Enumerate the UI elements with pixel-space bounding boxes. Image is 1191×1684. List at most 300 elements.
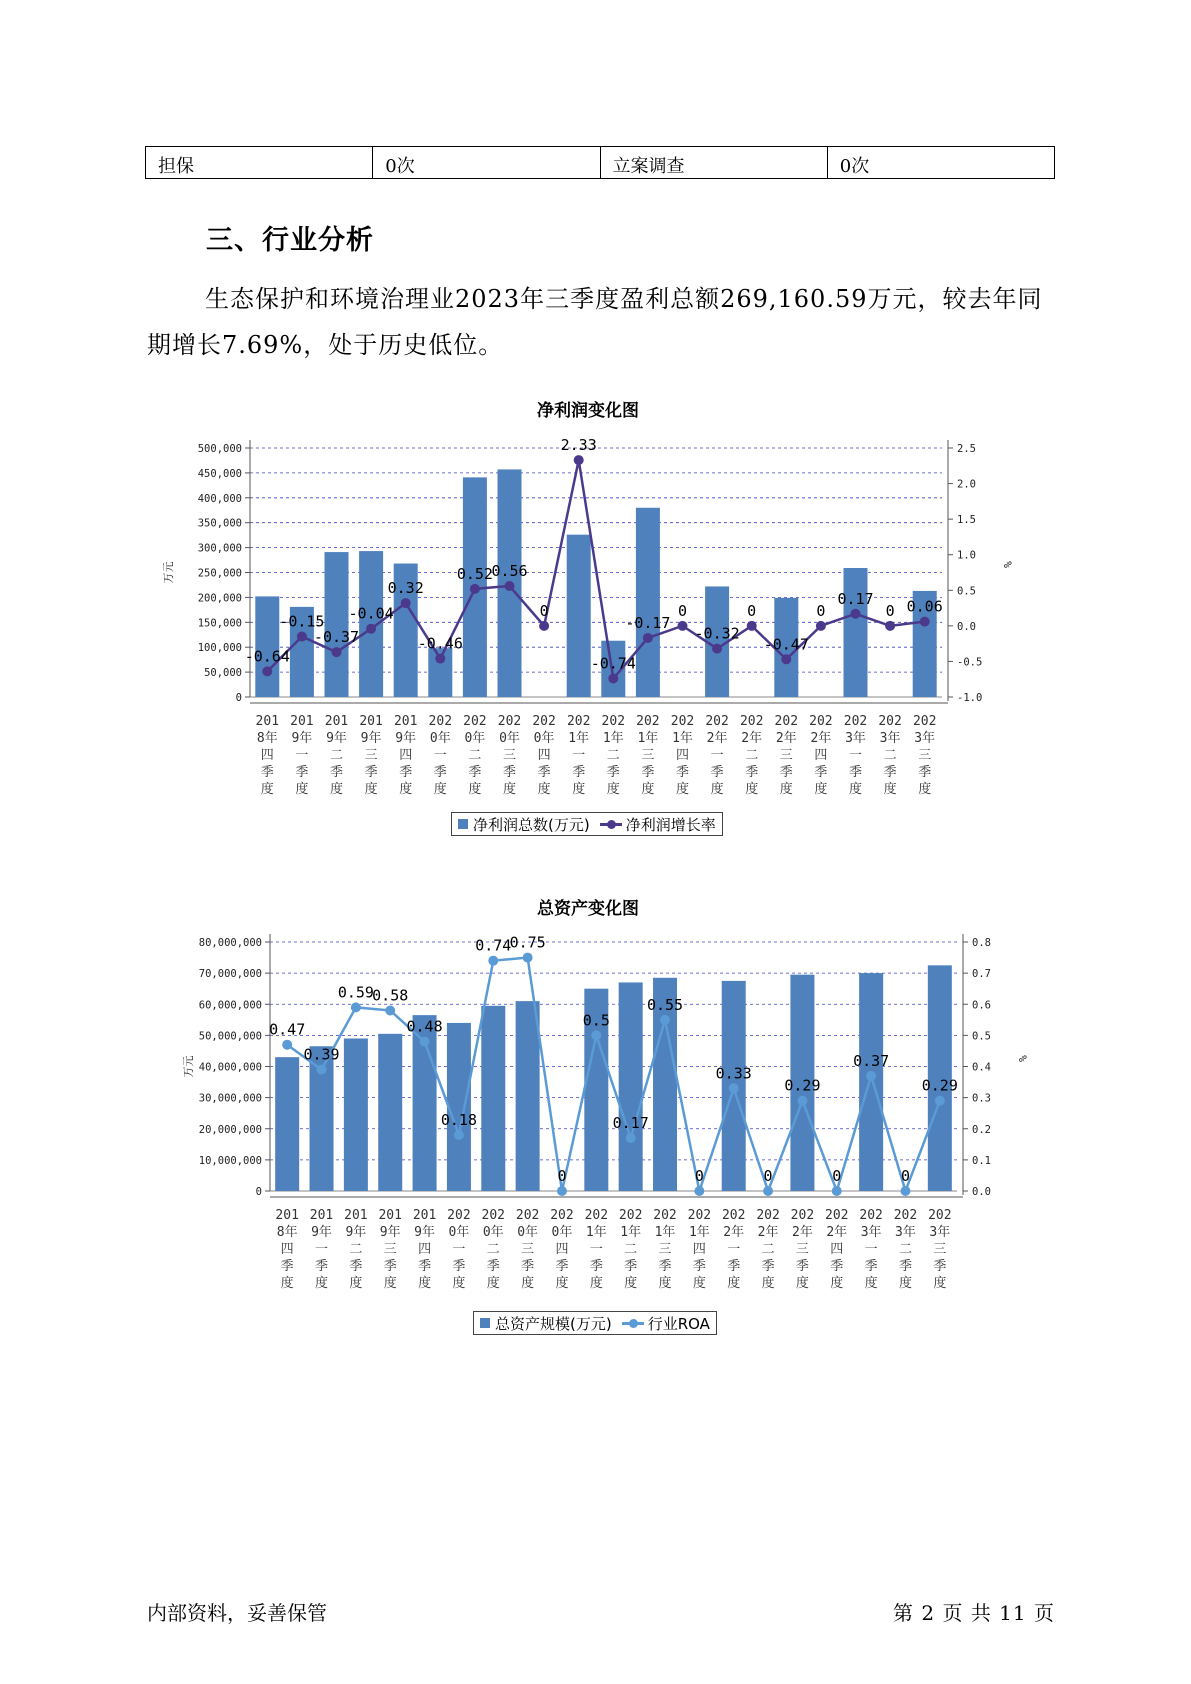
x-tick-label: 度: [364, 782, 378, 797]
x-tick-label: 季: [521, 1259, 535, 1274]
x-tick-label: 季: [898, 1259, 912, 1274]
y2-tick-label: 0.4: [972, 1061, 991, 1074]
y-tick-label: 100,000: [197, 642, 242, 655]
y-tick-label: 200,000: [197, 592, 242, 605]
x-tick-label: 季: [315, 1259, 329, 1274]
line-point: [435, 654, 445, 664]
x-tick-label: 度: [918, 782, 932, 797]
x-tick-label: 度: [315, 1276, 329, 1291]
x-tick-label: 2年: [741, 731, 763, 746]
y2-axis-unit-label: %: [1016, 1055, 1029, 1062]
x-tick-label: 季: [814, 765, 828, 780]
x-tick-label: 1年: [585, 1225, 607, 1240]
x-tick-label: 季: [641, 765, 655, 780]
y-tick-label: 0: [255, 1186, 262, 1198]
data-label: 0.5: [582, 1011, 610, 1030]
legend-line-swatch: [600, 823, 622, 826]
x-tick-label: 季: [883, 765, 897, 780]
bar: [859, 973, 883, 1191]
data-label: 0: [763, 1167, 773, 1185]
x-tick-label: 度: [933, 1276, 947, 1291]
y-tick-label: 10,000,000: [198, 1154, 262, 1167]
bar: [325, 552, 349, 697]
line-point: [297, 632, 307, 642]
x-tick-label: 三: [521, 1242, 535, 1257]
line-point: [523, 953, 533, 963]
x-tick-label: 201: [359, 714, 383, 729]
x-tick-label: 季: [452, 1259, 466, 1274]
bar: [844, 568, 868, 697]
x-tick-label: 202: [497, 714, 522, 729]
x-tick-label: 四: [260, 748, 274, 763]
x-tick-label: 季: [710, 765, 724, 780]
data-label: 0.48: [406, 1017, 443, 1036]
legend-bar-swatch: [480, 1318, 490, 1328]
x-tick-label: 季: [795, 1259, 809, 1274]
data-label: 0: [832, 1167, 842, 1185]
data-label: -0.46: [417, 634, 463, 653]
table-row: [146, 147, 1055, 179]
data-label: 0.06: [906, 597, 943, 616]
y-tick-label: 0: [235, 692, 242, 704]
data-label: 0.17: [612, 1114, 649, 1133]
x-tick-label: 四: [814, 748, 828, 763]
risk-summary-table: [145, 146, 1055, 179]
bar: [567, 535, 591, 697]
x-tick-label: 度: [745, 782, 759, 797]
x-tick-label: 202: [774, 714, 799, 729]
x-tick-label: 201: [324, 714, 349, 729]
x-tick-label: 季: [418, 1259, 432, 1274]
x-tick-label: 季: [502, 765, 517, 780]
line-point: [557, 1186, 567, 1196]
legend-bar-label: 净利润总数(万元): [473, 815, 590, 834]
x-tick-label: 季: [486, 1259, 500, 1274]
x-tick-label: 季: [349, 1259, 363, 1274]
x-tick-label: 2年: [775, 731, 797, 746]
y2-tick-label: 0.7: [972, 968, 991, 981]
bar: [344, 1038, 368, 1191]
y2-tick-label: 0.8: [972, 937, 991, 949]
x-tick-label: 8年: [256, 731, 278, 746]
x-tick-label: 201: [275, 1208, 299, 1223]
data-label: 0.59: [337, 983, 374, 1002]
x-tick-label: 度: [864, 1276, 878, 1291]
data-label: 0.58: [372, 986, 409, 1005]
x-tick-label: 季: [658, 1259, 672, 1274]
line-point: [763, 1186, 773, 1196]
x-tick-label: 2年: [757, 1225, 779, 1240]
x-tick-label: 201: [393, 714, 418, 729]
line-point: [626, 1133, 636, 1143]
line-point: [678, 621, 688, 631]
x-tick-label: 1年: [672, 731, 693, 746]
x-tick-label: 度: [692, 1276, 706, 1291]
x-tick-label: 202: [584, 1208, 609, 1223]
x-tick-label: 202: [843, 714, 868, 729]
x-tick-label: 季: [260, 765, 274, 780]
x-tick-label: 202: [618, 1208, 643, 1223]
x-tick-label: 202: [859, 1208, 883, 1223]
x-tick-label: 季: [675, 765, 690, 780]
x-tick-label: 四: [675, 748, 690, 763]
line-point: [420, 1037, 430, 1047]
x-tick-label: 季: [727, 1259, 741, 1274]
y2-axis-unit-label: %: [1001, 561, 1014, 568]
x-tick-label: 季: [606, 765, 620, 780]
x-tick-label: 三: [918, 748, 932, 763]
x-tick-label: 季: [864, 1259, 878, 1274]
y2-tick-label: 0.5: [957, 585, 976, 598]
legend-bar-label: 总资产规模(万元): [495, 1314, 612, 1333]
x-tick-label: 201: [309, 1208, 334, 1223]
y2-tick-label: 1.5: [957, 514, 976, 527]
bar: [378, 1034, 402, 1191]
line-point: [643, 633, 653, 643]
x-tick-label: 季: [295, 765, 309, 780]
x-tick-label: 3年: [879, 731, 901, 746]
bar: [275, 1057, 299, 1191]
x-tick-label: 度: [555, 1276, 569, 1291]
x-tick-label: 季: [745, 765, 759, 780]
bar: [481, 1006, 505, 1191]
data-label: 0.37: [853, 1051, 890, 1070]
line-point: [608, 674, 618, 684]
x-tick-label: 202: [428, 714, 453, 729]
line-point: [660, 1015, 670, 1025]
data-label: 0.17: [837, 589, 874, 608]
x-tick-label: 1年: [602, 731, 624, 746]
data-label: 0: [694, 1167, 704, 1185]
x-tick-label: 度: [727, 1276, 741, 1291]
y-tick-label: 50,000: [204, 667, 242, 680]
x-tick-label: 度: [779, 782, 793, 797]
x-tick-label: 201: [255, 714, 280, 729]
x-tick-label: 度: [589, 1276, 603, 1291]
bar: [447, 1023, 471, 1191]
x-tick-label: 202: [447, 1208, 471, 1223]
x-tick-label: 二: [486, 1242, 500, 1257]
x-tick-label: 度: [883, 782, 897, 797]
x-tick-label: 季: [329, 765, 344, 780]
x-tick-label: 二: [624, 1242, 638, 1257]
table-cell: 立案调查: [600, 147, 827, 179]
line-point: [591, 1030, 601, 1040]
x-tick-label: 度: [848, 782, 863, 797]
line-point: [332, 647, 342, 657]
chart-legend-net-profit: [451, 812, 723, 836]
chart-title-total-assets: 总资产变化图: [537, 899, 639, 919]
x-tick-label: 2年: [792, 1225, 813, 1240]
data-label: 0.33: [715, 1064, 752, 1083]
x-tick-label: 3年: [929, 1225, 951, 1240]
y2-tick-label: -1.0: [957, 692, 983, 704]
x-tick-label: 0年: [464, 731, 486, 746]
x-tick-label: 一: [315, 1242, 329, 1257]
line-point: [351, 1002, 361, 1012]
x-tick-label: 四: [418, 1242, 432, 1257]
x-tick-label: 度: [468, 782, 482, 797]
x-tick-label: 度: [260, 782, 274, 797]
y2-tick-label: -0.5: [957, 656, 983, 669]
footer-page-number: 第 2 页 共 11 页: [893, 1601, 1055, 1625]
x-tick-label: 202: [550, 1208, 574, 1223]
x-tick-label: 2年: [826, 1225, 848, 1240]
y2-tick-label: 0.1: [972, 1154, 991, 1167]
data-label: 0: [885, 601, 895, 620]
x-tick-label: 1年: [688, 1225, 710, 1240]
x-tick-label: 1年: [654, 1225, 676, 1240]
line-point: [317, 1065, 327, 1075]
x-tick-label: 0年: [448, 1225, 470, 1240]
x-tick-label: 9年: [291, 731, 313, 746]
x-tick-label: 季: [555, 1259, 569, 1274]
x-tick-label: 3年: [860, 1225, 882, 1240]
x-tick-label: 202: [601, 714, 626, 729]
data-label: -0.15: [279, 612, 325, 631]
analysis-paragraph: 生态保护和环境治理业2023年三季度盈利总额269,160.59万元，较去年同期增长7.69%，处于历史低位。: [147, 285, 1043, 359]
y2-tick-label: 1.0: [957, 549, 976, 562]
x-tick-label: 9年: [395, 731, 417, 746]
data-label: 0.74: [475, 936, 512, 955]
x-tick-label: 一: [295, 748, 309, 763]
x-tick-label: 季: [383, 1259, 397, 1274]
x-tick-label: 9年: [326, 731, 347, 746]
x-tick-label: 三: [795, 1242, 809, 1257]
x-tick-label: 度: [418, 1276, 432, 1291]
y2-tick-label: 2.0: [957, 478, 976, 491]
x-tick-label: 四: [555, 1242, 569, 1257]
line-point: [366, 624, 376, 634]
line-point: [885, 621, 895, 631]
y-tick-label: 70,000,000: [198, 968, 262, 981]
x-tick-label: 四: [399, 748, 413, 763]
y-axis-unit-label: 万元: [182, 1055, 195, 1078]
x-tick-label: 度: [761, 1276, 775, 1291]
x-tick-label: 四: [537, 748, 551, 763]
data-label: -0.47: [763, 635, 809, 654]
legend-line-label: 净利润增长率: [625, 815, 716, 834]
x-tick-label: 2年: [723, 1225, 745, 1240]
x-tick-label: 一: [572, 748, 586, 763]
x-tick-label: 三: [364, 748, 378, 763]
data-label: 0: [900, 1167, 910, 1185]
data-label: -0.04: [348, 604, 394, 623]
line-point: [694, 1186, 704, 1196]
x-tick-label: 季: [280, 1259, 294, 1274]
data-label: 2.33: [560, 436, 597, 455]
legend-line-label: 行业ROA: [647, 1314, 710, 1333]
data-label: 0.39: [303, 1045, 340, 1064]
x-tick-label: 度: [329, 782, 344, 797]
y-tick-label: 150,000: [197, 617, 242, 630]
x-tick-label: 三: [933, 1242, 947, 1257]
x-tick-label: 四: [692, 1242, 706, 1257]
line-point: [851, 609, 861, 619]
x-tick-label: 度: [658, 1276, 672, 1291]
bar: [636, 508, 660, 697]
y2-tick-label: 0.6: [972, 999, 991, 1012]
x-tick-label: 0年: [482, 1225, 504, 1240]
x-tick-label: 度: [641, 782, 655, 797]
x-tick-label: 度: [624, 1276, 638, 1291]
y2-tick-label: 0.0: [972, 1186, 991, 1198]
x-tick-label: 季: [830, 1259, 844, 1274]
line-point: [797, 1096, 807, 1106]
x-tick-label: 202: [790, 1208, 815, 1223]
data-label: -0.74: [590, 654, 636, 673]
bar: [619, 982, 643, 1191]
x-tick-label: 1年: [620, 1225, 642, 1240]
data-label: -0.64: [244, 647, 290, 666]
line-point: [832, 1186, 842, 1196]
x-tick-label: 度: [537, 782, 551, 797]
data-label: 0.47: [269, 1020, 306, 1039]
x-tick-label: 3年: [895, 1225, 916, 1240]
y-tick-label: 300,000: [197, 542, 242, 555]
x-tick-label: 季: [918, 765, 932, 780]
x-tick-label: 二: [761, 1242, 775, 1257]
data-label: 0: [539, 601, 549, 620]
x-tick-label: 度: [399, 782, 413, 797]
y-tick-label: 50,000,000: [198, 1030, 262, 1043]
line-point: [920, 617, 930, 627]
line-point: [262, 666, 272, 676]
line-point: [505, 581, 515, 591]
x-tick-label: 度: [502, 782, 517, 797]
line-point: [900, 1186, 910, 1196]
x-tick-label: 季: [399, 765, 413, 780]
x-tick-label: 季: [364, 765, 378, 780]
y2-tick-label: 0.2: [972, 1123, 991, 1136]
x-tick-label: 201: [412, 1208, 437, 1223]
y-tick-label: 250,000: [197, 567, 242, 580]
data-label: -0.37: [313, 628, 360, 647]
chart-legend-total-assets: [473, 1311, 717, 1335]
x-tick-label: 0年: [533, 731, 555, 746]
x-tick-label: 202: [878, 714, 902, 729]
x-tick-label: 季: [692, 1259, 706, 1274]
data-label: 0.75: [509, 933, 546, 952]
data-label: 0: [677, 601, 688, 620]
x-tick-label: 度: [383, 1276, 397, 1291]
y2-tick-label: 0.5: [972, 1030, 991, 1043]
y-tick-label: 450,000: [197, 467, 242, 480]
x-tick-label: 季: [572, 765, 586, 780]
x-tick-label: 202: [825, 1208, 849, 1223]
data-label: 0.32: [387, 579, 424, 598]
net-profit-chart: [0, 430, 1191, 850]
x-tick-label: 四: [830, 1242, 844, 1257]
line-point: [454, 1130, 464, 1140]
x-tick-label: 四: [280, 1242, 294, 1257]
x-tick-label: 度: [349, 1276, 363, 1291]
bar: [516, 1001, 540, 1191]
x-tick-label: 9年: [379, 1225, 401, 1240]
x-tick-label: 度: [675, 782, 690, 797]
x-tick-label: 三: [502, 748, 517, 763]
line-point: [488, 956, 498, 966]
x-tick-label: 度: [486, 1276, 500, 1291]
y-tick-label: 60,000,000: [198, 999, 262, 1012]
x-tick-label: 202: [670, 714, 695, 729]
y-tick-label: 30,000,000: [198, 1092, 262, 1105]
line-point: [385, 1005, 395, 1015]
data-label: 0.56: [491, 562, 528, 581]
data-label: 0.55: [646, 995, 684, 1014]
x-tick-label: 2年: [810, 731, 832, 746]
x-tick-label: 202: [893, 1208, 918, 1223]
line-point: [935, 1096, 945, 1106]
x-tick-label: 201: [290, 714, 314, 729]
x-tick-label: 202: [912, 714, 937, 729]
x-tick-label: 1年: [637, 731, 659, 746]
x-tick-label: 季: [468, 765, 482, 780]
line-point: [282, 1040, 292, 1050]
y-tick-label: 500,000: [197, 443, 242, 455]
data-label: 0.29: [921, 1076, 958, 1095]
x-tick-label: 一: [589, 1242, 603, 1257]
x-tick-label: 9年: [311, 1225, 332, 1240]
x-tick-label: 202: [653, 1208, 677, 1223]
data-label: 0.29: [784, 1076, 821, 1095]
x-tick-label: 度: [280, 1276, 294, 1291]
x-tick-label: 度: [521, 1276, 535, 1291]
x-tick-label: 0年: [517, 1225, 539, 1240]
section-heading: 三、行业分析: [206, 225, 374, 256]
x-tick-label: 二: [898, 1242, 912, 1257]
y2-tick-label: 0.0: [957, 620, 976, 633]
y-axis-unit-label: 万元: [162, 561, 175, 584]
x-tick-label: 202: [515, 1208, 540, 1223]
x-tick-label: 一: [864, 1242, 878, 1257]
x-tick-label: 一: [710, 748, 724, 763]
x-tick-label: 二: [329, 748, 344, 763]
x-tick-label: 季: [779, 765, 793, 780]
y-tick-label: 20,000,000: [198, 1123, 262, 1136]
y-tick-label: 350,000: [197, 517, 242, 530]
table-cell: 0次: [373, 147, 600, 179]
x-tick-label: 202: [532, 714, 556, 729]
legend-line-swatch: [622, 1322, 644, 1325]
line-point: [816, 621, 826, 631]
total-assets-chart: [0, 930, 1191, 1350]
x-tick-label: 0年: [429, 731, 451, 746]
chart-title-net-profit: 净利润变化图: [537, 401, 639, 421]
x-tick-label: 202: [928, 1208, 952, 1223]
x-tick-label: 季: [433, 765, 447, 780]
x-tick-label: 季: [589, 1259, 603, 1274]
x-tick-label: 二: [883, 748, 897, 763]
x-tick-label: 202: [481, 1208, 506, 1223]
y-tick-label: 400,000: [197, 492, 242, 505]
line-point: [712, 644, 722, 654]
line-point: [401, 598, 411, 608]
x-tick-label: 202: [636, 714, 660, 729]
line-point: [470, 584, 480, 594]
x-tick-label: 二: [745, 748, 759, 763]
x-tick-label: 度: [814, 782, 828, 797]
data-label: -0.17: [625, 613, 671, 632]
x-tick-label: 度: [606, 782, 620, 797]
x-tick-label: 202: [721, 1208, 746, 1223]
footer-confidential: 内部资料，妥善保管: [147, 1601, 327, 1625]
x-tick-label: 201: [378, 1208, 402, 1223]
x-tick-label: 一: [727, 1242, 741, 1257]
x-tick-label: 二: [606, 748, 620, 763]
data-label: 0: [816, 601, 826, 620]
x-tick-label: 度: [898, 1276, 912, 1291]
